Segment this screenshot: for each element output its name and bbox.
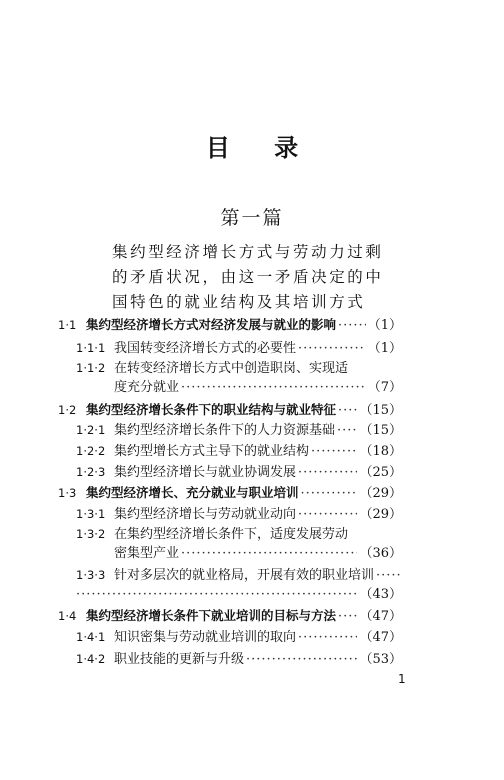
toc-entry-1-4-1[interactable] <box>76 628 402 647</box>
section-title: 知识密集与劳动就业培训的取向 <box>114 630 297 645</box>
page-ref: （15） <box>359 423 402 438</box>
part-subtitle-line-3: 国特色的就业结构及其培训方式 <box>112 293 366 311</box>
section-title: 集约型增长方式主导下的就业结构 <box>114 444 310 459</box>
section-number: 1·4·2 <box>76 652 106 666</box>
dot-leader <box>181 545 357 563</box>
toc-entry-1-3-3-cont[interactable] <box>76 586 402 604</box>
section-number: 1·3·2 <box>76 527 106 541</box>
section-number: 1·2·1 <box>76 423 106 437</box>
section-title: 集约型经济增长、充分就业与职业培训 <box>86 485 299 500</box>
page-ref: （36） <box>359 546 402 561</box>
dot-leader <box>338 402 357 420</box>
part-subtitle-line-2: 的矛盾状况，由这一矛盾决定的中 <box>112 268 384 286</box>
toc-entry-1-3-2-cont[interactable] <box>114 545 402 563</box>
section-number: 1·1 <box>58 318 77 332</box>
dot-leader <box>337 422 357 440</box>
toc-entry-1-3-2[interactable] <box>76 525 402 544</box>
page-ref: （47） <box>359 609 402 624</box>
toc-entry-1-4-2[interactable] <box>76 650 402 669</box>
page-ref: （47） <box>359 630 402 645</box>
page-ref: （29） <box>359 486 402 501</box>
section-number: 1·3·3 <box>76 568 106 582</box>
toc-entry-1-1-2-cont[interactable] <box>114 379 402 397</box>
toc-entry-1-3[interactable] <box>58 484 402 503</box>
part-subtitle-line-1: 集约型经济增长方式与劳动力过剩 <box>112 243 384 261</box>
section-title: 集约型经济增长与劳动就业动向 <box>114 507 297 522</box>
page-ref: （29） <box>359 507 402 522</box>
dot-leader <box>76 586 357 604</box>
section-number: 1·4·1 <box>76 630 106 644</box>
section-title: 针对多层次的就业格局，开展有效的职业培训 <box>114 568 375 583</box>
toc-entry-1-2-3[interactable] <box>76 463 402 482</box>
dot-leader <box>298 464 357 482</box>
part-heading: 第一篇 <box>220 207 284 229</box>
page-ref: （15） <box>359 403 402 418</box>
toc-entry-1-3-3[interactable] <box>76 566 402 585</box>
section-title-continued: 度充分就业 <box>114 380 180 395</box>
section-number: 1·2·3 <box>76 465 106 479</box>
page-ref: （43） <box>359 587 402 602</box>
toc-entry-1-1-1[interactable] <box>76 339 402 358</box>
toc-entry-1-4[interactable] <box>58 607 402 626</box>
section-title: 在转变经济增长方式中创造职岗、实现适 <box>114 361 349 376</box>
dot-leader <box>338 608 357 626</box>
dot-leader <box>311 443 357 461</box>
dot-leader <box>181 379 366 397</box>
page-number: 1 <box>398 672 406 686</box>
section-title: 集约型经济增长条件下就业培训的目标与方法 <box>86 608 337 623</box>
dot-leader <box>301 485 358 503</box>
page-ref: （18） <box>359 444 402 459</box>
section-number: 1·4 <box>58 609 77 623</box>
page-ref: （53） <box>359 652 402 667</box>
page-ref: （1） <box>367 341 402 356</box>
section-title: 集约型经济增长条件下的职业结构与就业特征 <box>86 402 337 417</box>
section-number: 1·2·2 <box>76 444 106 458</box>
dot-leader <box>298 629 357 647</box>
toc-entry-1-1[interactable] <box>58 316 402 335</box>
section-title: 职业技能的更新与升级 <box>114 652 245 667</box>
section-title: 我国转变经济增长方式的必要性 <box>114 341 297 356</box>
toc-entry-1-3-1[interactable] <box>76 505 402 524</box>
dot-leader <box>376 567 400 585</box>
page-title: 目 录 <box>205 133 317 162</box>
dot-leader <box>298 506 357 524</box>
section-number: 1·1·1 <box>76 341 106 355</box>
section-number: 1·3 <box>58 486 77 500</box>
dot-leader <box>246 651 357 669</box>
section-title: 集约型经济增长方式对经济发展与就业的影响 <box>86 317 337 332</box>
toc-entry-1-1-2[interactable] <box>76 359 402 378</box>
page-ref: （7） <box>367 380 402 395</box>
toc-entry-1-2-2[interactable] <box>76 442 402 461</box>
section-number: 1·1·2 <box>76 361 106 375</box>
toc-entry-1-2-1[interactable] <box>76 421 402 440</box>
toc-entry-1-2[interactable] <box>58 401 402 420</box>
section-title: 在集约型经济增长条件下，适度发展劳动 <box>114 527 349 542</box>
section-title: 集约型经济增长条件下的人力资源基础 <box>114 423 336 438</box>
section-title-continued: 密集型产业 <box>114 546 180 561</box>
page-ref: （1） <box>367 318 402 333</box>
section-number: 1·2 <box>58 403 77 417</box>
section-number: 1·3·1 <box>76 507 106 521</box>
dot-leader <box>338 317 366 335</box>
page-ref: （25） <box>359 465 402 480</box>
section-title: 集约型经济增长与就业协调发展 <box>114 465 297 480</box>
dot-leader <box>298 340 366 358</box>
